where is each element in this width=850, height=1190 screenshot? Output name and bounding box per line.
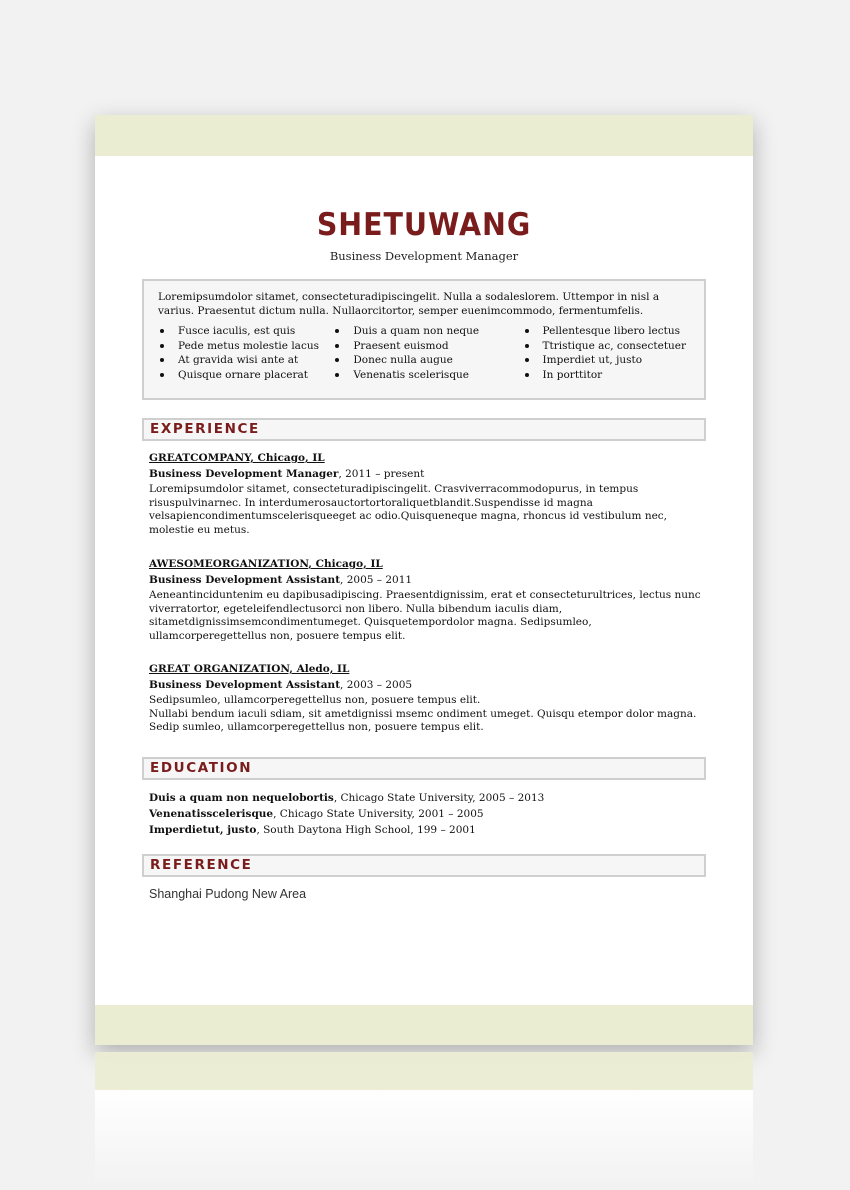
job-position: Business Development Assistant	[149, 678, 341, 691]
experience-heading: EXPERIENCE	[142, 418, 706, 441]
education-heading: EDUCATION	[142, 757, 706, 780]
skill-item: At gravida wisi ante at	[158, 353, 333, 368]
top-color-band	[95, 115, 753, 156]
skills-column-2	[333, 324, 522, 382]
job-position: Business Development Assistant	[149, 573, 341, 586]
job-position-line	[149, 679, 709, 693]
education-item	[149, 790, 709, 806]
skills-column-3	[523, 324, 690, 382]
job-entry	[149, 558, 709, 644]
education-item	[149, 806, 709, 822]
resume-page	[95, 115, 753, 1045]
skill-item: Venenatis scelerisque	[333, 368, 522, 383]
summary-box	[142, 279, 706, 400]
reference-heading: REFERENCE	[142, 854, 706, 877]
education-degree: Duis a quam non nequelobortis	[149, 792, 334, 804]
skill-item: Fusce iaculis, est quis	[158, 324, 333, 339]
education-detail: , Chicago State University, 2001 – 2005	[273, 808, 484, 820]
job-company: GREAT ORGANIZATION, Aledo, IL	[149, 663, 350, 675]
education-detail: , South Daytona High School, 199 – 2001	[256, 824, 476, 836]
education-list	[149, 790, 709, 838]
job-dates: , 2005 – 2011	[340, 573, 413, 586]
bottom-color-band	[95, 1005, 753, 1045]
skills-columns	[158, 324, 690, 382]
education-detail: , Chicago State University, 2005 – 2013	[333, 792, 545, 804]
job-company: GREATCOMPANY, Chicago, IL	[149, 452, 325, 464]
job-description: Sedipsumleo, ullamcorperegettellus non, posuere tempus elit.	[149, 694, 481, 707]
job-company: AWESOMEORGANIZATION, Chicago, IL	[149, 558, 383, 570]
candidate-name: SHETUWANG	[316, 207, 532, 243]
job-dates: , 2011 – present	[338, 467, 425, 480]
summary-text: Loremipsumdolor sitamet, consecteturadipiscingelit. Nulla a sodaleslorem. Uttempor in nisl a varius. Praesentut dictum nulla. Nullaorcitortor, semper euenimcommodo, fermentumfelis.	[158, 291, 660, 317]
education-degree: Imperdietut, justo	[149, 824, 257, 836]
reference-text: Shanghai Pudong New Area	[149, 887, 307, 901]
job-position: Business Development Manager	[149, 467, 339, 480]
skill-item: In porttitor	[523, 368, 690, 383]
skill-item: Ttristique ac, consectetuer	[523, 339, 690, 354]
skill-item: Quisque ornare placerat	[158, 368, 333, 383]
skill-item: Pellentesque libero lectus	[523, 324, 690, 339]
education-degree: Venenatisscelerisque	[149, 808, 274, 820]
job-description: Aeneantinciduntenim eu dapibusadipiscing. Praesentdignissim, erat et consecteturultrices, lectus nunc viverratortor, egeteleifendlectusorci non libero. Nulla bibendum iaculis diam, sitametdignissimsemcondimentumeget. Quisquetempordolor magna. Sedipsumleo, ullamcorperegettellus non, posuere tempus elit.	[149, 589, 701, 642]
skill-item: Donec nulla augue	[333, 353, 522, 368]
reflection-fade	[95, 1090, 753, 1190]
skills-column-1	[158, 324, 333, 382]
job-description: Loremipsumdolor sitamet, consecteturadipiscingelit. Crasviverracommodopurus, in tempus risuspulvinarnec. In interdumerosauctortortoraliquetblandit.Suspendisse id magna velsapiencondimentumscelerisqueeget ac odio.Quisqueneque magna, rhoncus id vestibulum nec, molestie eu metus.	[149, 483, 668, 536]
education-item	[149, 822, 709, 838]
job-position-line	[149, 574, 709, 588]
skill-item: Praesent euismod	[333, 339, 522, 354]
skill-item: Imperdiet ut, justo	[523, 353, 690, 368]
job-entry	[149, 663, 709, 735]
skill-item: Pede metus molestie lacus	[158, 339, 333, 354]
job-description-extra: Nullabi bendum iaculi sdiam, sit ametdignissi msemc ondiment umeget. Quisqu etempor dolor magna. Sedip sumleo, ullamcorperegettellus non, posuere tempus elit.	[149, 707, 697, 734]
job-entry	[149, 452, 709, 538]
candidate-title: Business Development Manager	[329, 249, 519, 263]
job-position-line	[149, 468, 709, 482]
skill-item: Duis a quam non neque	[333, 324, 522, 339]
job-dates: , 2003 – 2005	[340, 678, 413, 691]
